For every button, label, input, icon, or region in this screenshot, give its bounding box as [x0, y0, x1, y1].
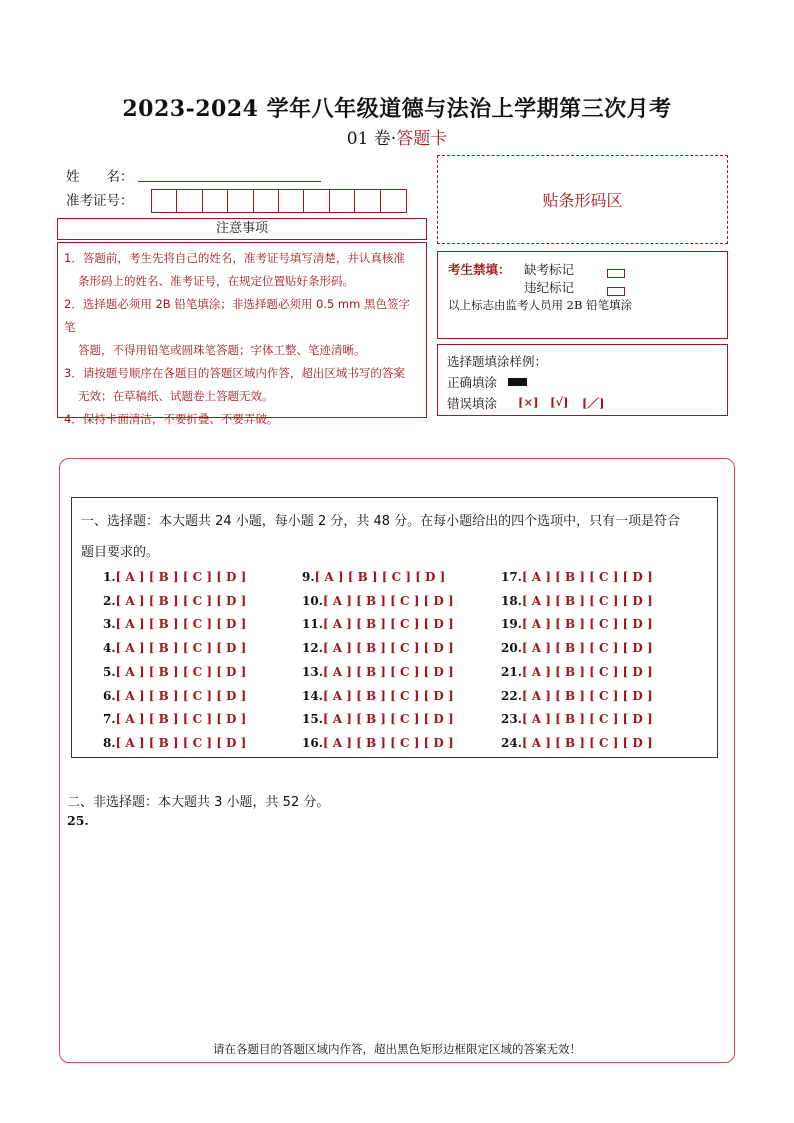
mc-question-number: 12. — [302, 641, 323, 656]
mc-question — [103, 665, 246, 679]
mc-question-number: 17. — [501, 570, 522, 584]
mc-question — [501, 570, 653, 584]
mc-answer-options[interactable]: [ A ] [ B ] [ C ] [ D ] — [521, 593, 653, 608]
mc-question-number: 1. — [103, 570, 116, 584]
mc-answer-options[interactable]: [ A ] [ B ] [ C ] [ D ] — [521, 735, 653, 750]
mc-question — [103, 712, 246, 726]
exam-id-digit-box[interactable] — [177, 190, 202, 212]
question-25-answer-area[interactable] — [67, 832, 727, 1032]
mc-answer-options[interactable]: [ A ] [ B ] [ C ] [ D ] — [115, 712, 247, 727]
mc-question-number: 16. — [302, 735, 323, 750]
subtitle-prefix: 01 卷· — [346, 129, 397, 149]
examiner-only-box — [437, 251, 728, 339]
mc-answer-options[interactable]: [ A ] [ B ] [ C ] [ D ] — [115, 641, 247, 656]
subtitle-suffix: 答题卡 — [396, 129, 448, 149]
mc-answer-options[interactable]: [ A ] [ B ] [ C ] [ D ] — [115, 570, 247, 584]
mc-question — [501, 594, 653, 608]
mc-answer-options[interactable]: [ A ] [ B ] [ C ] [ D ] — [115, 617, 247, 632]
wrong-fill-label: 错误填涂 — [447, 396, 498, 411]
mc-question-number: 5. — [103, 664, 116, 679]
notice-line: 无效；在草稿纸、试题卷上答题无效。 — [78, 389, 274, 403]
notice-line: 答题，不得用铅笔或圆珠笔答题；字体工整、笔迹清晰。 — [78, 343, 366, 357]
mc-answer-options[interactable]: [ A ] [ B ] [ C ] [ D ] — [322, 617, 454, 632]
mc-question-number: 11. — [302, 617, 323, 632]
mc-answer-options[interactable]: [ A ] [ B ] [ C ] [ D ] — [115, 735, 247, 750]
mc-question — [103, 594, 246, 608]
mc-question-number: 15. — [302, 712, 323, 727]
violation-label: 违纪标记 — [524, 280, 575, 295]
mc-answer-options[interactable]: [ A ] [ B ] [ C ] [ D ] — [521, 641, 653, 656]
mc-question-number: 4. — [103, 641, 116, 656]
mc-answer-options[interactable]: [ A ] [ B ] [ C ] [ D ] — [115, 664, 247, 679]
mc-heading-line1: 一、选择题：本大题共 24 小题，每小题 2 分，共 48 分。在每小题给出的四个选项中，只有一项是符合 — [81, 514, 681, 529]
barcode-label: 贴条形码区 — [542, 191, 623, 210]
mc-heading-line2: 题目要求的。 — [81, 545, 160, 560]
mc-answer-options[interactable]: [ A ] [ B ] [ C ] [ D ] — [322, 688, 454, 703]
fill-example-box — [437, 344, 728, 416]
mc-question-number: 22. — [501, 688, 522, 703]
exam-id-digit-box[interactable] — [254, 190, 279, 212]
mc-question-number: 23. — [501, 712, 522, 727]
example-title: 选择题填涂样例： — [447, 354, 548, 369]
notice-line: 3．请按题号顺序在各题目的答题区域内作答，超出区域书写的答案 — [64, 366, 405, 380]
wrong-mark-x: [×] — [518, 395, 539, 409]
mc-question — [302, 712, 454, 726]
name-label: 姓 名： — [66, 169, 134, 185]
mc-question — [302, 736, 454, 750]
mc-answer-options[interactable]: [ A ] [ B ] [ C ] [ D ] — [521, 664, 653, 679]
notice-title: 注意事项 — [57, 218, 427, 240]
mc-answer-options[interactable]: [ A ] [ B ] [ C ] [ D ] — [322, 664, 454, 679]
mc-question — [501, 617, 653, 631]
mc-question — [103, 689, 246, 703]
mc-question-number: 10. — [302, 593, 323, 608]
mc-question-number: 3. — [103, 617, 116, 632]
exam-id-digit-box[interactable] — [381, 190, 406, 212]
mc-question — [103, 617, 246, 631]
mc-question-number: 6. — [103, 688, 116, 703]
mc-answer-options[interactable]: [ A ] [ B ] [ C ] [ D ] — [322, 712, 454, 727]
absent-mark-box[interactable] — [607, 269, 625, 278]
mc-question — [302, 665, 454, 679]
notice-line: 2．选择题必须用 2B 铅笔填涂；非选择题必须用 0.5 mm 黑色签字笔 — [64, 297, 410, 334]
mc-question-number: 19. — [501, 617, 522, 632]
mc-answer-options[interactable]: [ A ] [ B ] [ C ] [ D ] — [322, 641, 454, 656]
wrong-mark-slash: [／] — [582, 396, 605, 410]
page-subtitle — [0, 124, 794, 149]
mc-question — [103, 641, 246, 655]
mc-question-number: 20. — [501, 641, 522, 656]
mc-answer-options[interactable]: [ A ] [ B ] [ C ] [ D ] — [322, 593, 454, 608]
mc-question-number: 24. — [501, 735, 522, 750]
mc-question — [501, 641, 653, 655]
mc-question — [103, 736, 246, 750]
correct-fill-sample — [508, 378, 527, 386]
page-title: 2023-2024 学年八年级道德与法治上学期第三次月考 — [122, 96, 672, 122]
footer-warning: 请在各题目的答题区域内作答，超出黑色矩形边框限定区域的答案无效！ — [213, 1042, 581, 1056]
exam-id-digit-box[interactable] — [228, 190, 253, 212]
exam-id-digit-box[interactable] — [355, 190, 380, 212]
name-field[interactable] — [138, 180, 321, 182]
exam-id-boxes[interactable] — [151, 189, 407, 213]
mc-question-number: 14. — [302, 688, 323, 703]
mc-question — [501, 712, 653, 726]
mc-question-number: 9. — [302, 570, 315, 584]
mc-answer-options[interactable]: [ A ] [ B ] [ C ] [ D ] — [115, 593, 247, 608]
notice-box — [57, 242, 427, 426]
notice-line: 1．答题前，考生先将自己的姓名，准考证号填写清楚，并认真核准 — [64, 251, 405, 265]
barcode-area — [437, 155, 728, 244]
mc-answer-options[interactable]: [ A ] [ B ] [ C ] [ D ] — [521, 688, 653, 703]
mc-question-number: 2. — [103, 593, 116, 608]
mc-question-number: 8. — [103, 735, 116, 750]
mc-question — [302, 641, 454, 655]
mc-question — [501, 689, 653, 703]
mc-question — [302, 594, 454, 608]
mc-question — [103, 570, 246, 584]
mc-answer-options[interactable]: [ A ] [ B ] [ C ] [ D ] — [322, 735, 454, 750]
exam-id-digit-box[interactable] — [330, 190, 355, 212]
exam-id-digit-box[interactable] — [279, 190, 304, 212]
absent-label: 缺考标记 — [524, 262, 575, 277]
exam-id-digit-box[interactable] — [152, 190, 177, 212]
violation-mark-box[interactable] — [607, 287, 625, 296]
mc-question-number: 7. — [103, 712, 116, 727]
mc-question-number: 13. — [302, 664, 323, 679]
nonmc-heading: 二、非选择题：本大题共 3 小题，共 52 分。 — [67, 795, 330, 810]
mc-question — [501, 736, 653, 750]
forbid-label: 考生禁填： — [448, 262, 511, 277]
mc-answer-options[interactable]: [ A ] [ B ] [ C ] [ D ] — [314, 570, 446, 584]
mc-answer-options[interactable]: [ A ] [ B ] [ C ] [ D ] — [115, 688, 247, 703]
mc-question — [302, 617, 454, 631]
mc-question — [302, 570, 445, 584]
mc-question-number: 18. — [501, 593, 522, 608]
exam-id-label: 准考证号： — [66, 193, 134, 209]
wrong-mark-check: [√] — [550, 395, 569, 409]
mc-question — [501, 665, 653, 679]
mc-question — [302, 689, 454, 703]
notice-line: 4．保持卡面清洁，不要折叠、不要弄破。 — [64, 412, 279, 426]
mc-question-number: 21. — [501, 664, 522, 679]
notice-line: 条形码上的姓名、准考证号，在规定位置贴好条形码。 — [78, 274, 354, 288]
correct-fill-label: 正确填涂 — [447, 375, 498, 390]
mc-answer-options[interactable]: [ A ] [ B ] [ C ] [ D ] — [521, 712, 653, 727]
exam-id-digit-box[interactable] — [203, 190, 228, 212]
mc-answer-options[interactable]: [ A ] [ B ] [ C ] [ D ] — [521, 617, 653, 632]
exam-id-digit-box[interactable] — [304, 190, 329, 212]
forbid-note: 以上标志由监考人员用 2B 铅笔填涂 — [448, 298, 633, 312]
mc-answer-options[interactable]: [ A ] [ B ] [ C ] [ D ] — [521, 570, 653, 584]
question-25-label: 25. — [67, 813, 89, 828]
